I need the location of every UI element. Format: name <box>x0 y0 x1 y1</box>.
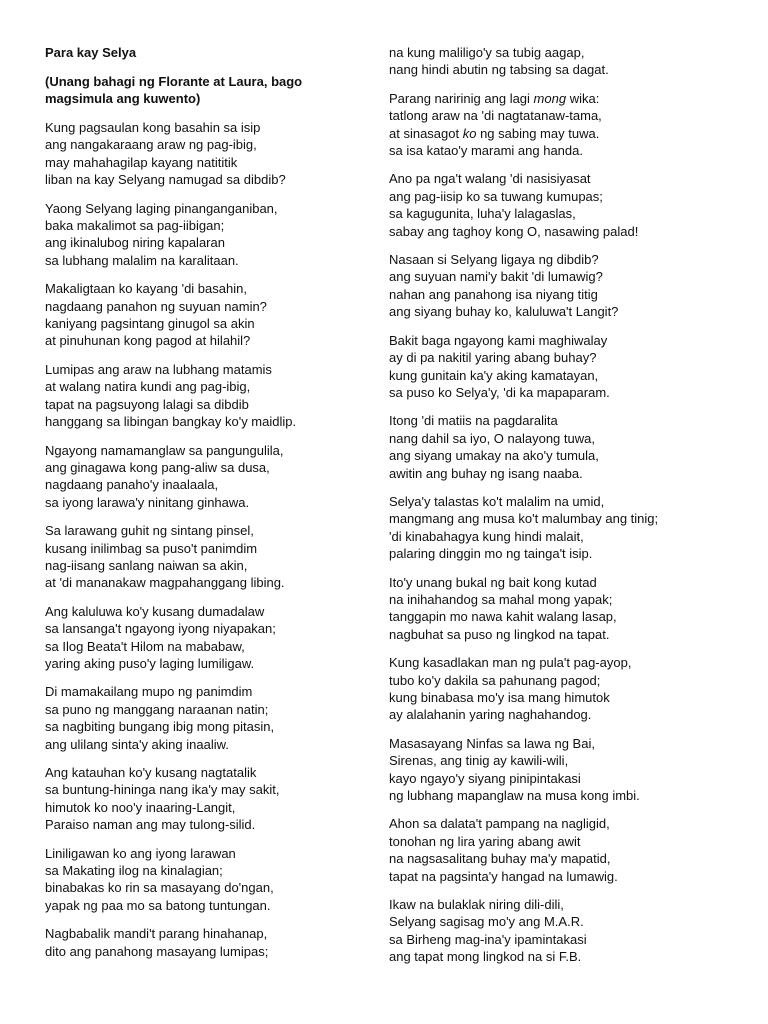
poem-line: ay di pa nakitil yaring abang buhay? <box>389 350 597 366</box>
poem-line: tapat na pagsinta'y hangad na lumawig. <box>389 868 618 884</box>
poem-line: tanggapin mo nawa kahit walang lasap, <box>389 609 617 625</box>
poem-subtitle: (Unang bahagi ng Florante at Laura, bago magsimula ang kuwento) <box>45 74 303 106</box>
poem-line: binabakas ko rin sa masayang do'ngan, <box>45 880 274 896</box>
poem-line: kayo ngayo'y siyang pinipintakasi <box>389 770 581 786</box>
poem-line: awitin ang buhay ng isang naaba. <box>389 465 583 481</box>
poem-line: Ang katauhan ko'y kusang nagtatalik <box>45 765 257 780</box>
poem-line: kusang inilimbag sa puso't panimdim <box>45 540 258 556</box>
poem-line: kaniyang pagsintang ginugol sa akin <box>45 316 255 332</box>
poem-line: Kung pagsaulan kong basahin sa isip <box>45 120 261 135</box>
stanza <box>45 119 385 189</box>
poem-line: kung gunitain ka'y aking kamatayan, <box>389 367 599 383</box>
poem-line: mangmang ang musa ko't malumbay ang tinig; <box>389 511 659 527</box>
poem-line: Makaligtaan ko kayang 'di basahin, <box>45 281 247 297</box>
poem-line: tatlong araw na 'di nagtatanaw-tama, <box>389 108 602 124</box>
poem-line: Selyang sagisag mo'y ang M.A.R. <box>389 914 584 930</box>
poem-line: Bakit baga ngayong kami maghiwalay <box>389 332 608 348</box>
poem-line: ay alalahanin yaring naghahandog. <box>389 707 592 723</box>
poem-line: ang ulilang sinta'y aking inaaliw. <box>45 736 229 752</box>
poem-line: Ahon sa dalata't pampang na nagligid, <box>389 816 610 832</box>
poem-line: ang ginagawa kong pang-aliw sa dusa, <box>45 459 270 475</box>
right-stanza-list <box>389 44 729 966</box>
poem-line: Itong 'di matiis na pagdaralita <box>389 413 558 429</box>
poem-line: 'di kinabahagya kung hindi malait, <box>389 528 584 544</box>
poem-line: nag-iisang sanlang naiwan sa akin, <box>45 557 248 573</box>
left-stanza-list <box>45 119 385 960</box>
stanza <box>45 603 385 673</box>
stanza <box>389 332 729 402</box>
poem-line: ang suyuan nami'y bakit 'di lumawig? <box>389 269 603 285</box>
stanza <box>45 280 385 350</box>
poem-line: tubo ko'y dakila sa pahunang pagod; <box>389 672 601 688</box>
poem-line: ang nangakaraang araw ng pag-ibig, <box>45 137 257 153</box>
poem-line: Ang kaluluwa ko'y kusang dumadalaw <box>45 603 265 619</box>
stanza <box>389 251 729 321</box>
poem-line: nagbuhat sa puso ng lingkod na tapat. <box>389 626 610 642</box>
poem-line: yapak ng paa mo sa batong tuntungan. <box>45 897 271 913</box>
stanza <box>45 361 385 431</box>
poem-line: nang dahil sa iyo, O nalayong tuwa, <box>389 430 595 446</box>
poem-line: ang ikinalubog niring kapalaran <box>45 235 225 251</box>
stanza <box>389 412 729 482</box>
poem-line: nagdaang panahon ng suyuan namin? <box>45 298 267 314</box>
stanza <box>45 442 385 512</box>
stanza <box>45 522 385 592</box>
poem-line: ng lubhang mapanglaw na musa kong imbi. <box>389 788 640 804</box>
poem-line: palaring dinggin mo ng tainga't isip. <box>389 546 593 562</box>
stanza <box>389 654 729 724</box>
poem-line: sa puso ko Selya'y, 'di ka mapaparam. <box>389 384 610 400</box>
poem-line: kung binabasa mo'y isa mang himutok <box>389 690 610 705</box>
poem-line: ang pag-iisip ko sa tuwang kumupas; <box>389 188 603 204</box>
poem-line: Ikaw na bulaklak niring dili-dili, <box>389 897 564 913</box>
poem-line: tonohan ng lira yaring abang awit <box>389 833 581 849</box>
poem-line: baka makalimot sa pag-iibigan; <box>45 218 225 234</box>
poem-line: Ngayong namamanglaw sa pangungulila, <box>45 442 284 458</box>
poem-line: at 'di mananakaw magpahanggang libing. <box>45 575 285 591</box>
poem-line: na nagsasalitang buhay ma'y mapatid, <box>389 851 611 867</box>
poem-line: sa Birheng mag-ina'y ipamintakasi <box>389 931 587 947</box>
poem-line: at pinuhunan kong pagod at hilahil? <box>45 333 251 349</box>
poem-line: may mahahagilap kayang natititik <box>45 154 238 170</box>
poem-line: nagdaang panaho'y inaalaala, <box>45 477 219 493</box>
poem-title: Para kay Selya <box>45 45 137 60</box>
poem-line: sa iyong larawa'y ninitang ginhawa. <box>45 494 250 510</box>
poem-line: ang siyang buhay ko, kaluluwa't Langit? <box>389 304 619 320</box>
poem-line: liban na kay Selyang namugad sa dibdib? <box>45 172 286 188</box>
poem-line: Masasayang Ninfas sa lawa ng Bai, <box>389 735 595 751</box>
stanza <box>389 170 729 240</box>
stanza <box>389 815 729 885</box>
poem-line: nang hindi abutin ng tabsing sa dagat. <box>389 62 609 78</box>
poem-line: ang tapat mong lingkod na si F.B. <box>389 949 582 965</box>
stanza <box>45 845 385 915</box>
poem-line: Parang naririnig ang lagi mong wika: <box>389 90 600 106</box>
stanza <box>389 90 729 160</box>
poem-line: sabay ang taghoy kong O, nasawing palad! <box>389 223 639 239</box>
poem-line: Nasaan si Selyang ligaya ng dibdib? <box>389 252 599 268</box>
poem-line: na inihahandog sa mahal mong yapak; <box>389 591 613 607</box>
poem-line: Nagbabalik mandi't parang hinahanap, <box>45 926 268 942</box>
stanza <box>45 683 385 753</box>
poem-line: yaring aking puso'y laging lumiligaw. <box>45 655 255 671</box>
poem-line: sa Makating ilog na kinalagian; <box>45 863 223 879</box>
poem-line: Di mamakailang mupo ng panimdim <box>45 684 253 700</box>
poem-line: na kung maliligo'y sa tubig aagap, <box>389 45 585 60</box>
poem-line: Selya'y talastas ko't malalim na umid, <box>389 493 605 509</box>
poem-line: nahan ang panahong isa niyang titig <box>389 286 598 302</box>
poem-line: at walang natira kundi ang pag-ibig, <box>45 379 251 395</box>
poem-line: Ito'y unang bukal ng bait kong kutad <box>389 574 597 590</box>
poem-line: Sirenas, ang tinig ay kawili-wili, <box>389 753 569 769</box>
stanza <box>389 735 729 805</box>
stanza <box>389 44 729 79</box>
poem-line: hanggang sa libingan bangkay ko'y maidlip. <box>45 414 297 430</box>
poem-line: Ano pa nga't walang 'di nasisiyasat <box>389 171 591 187</box>
right-column <box>389 44 729 977</box>
poem-line: dito ang panahong masayang lumipas; <box>45 943 269 959</box>
poem-line: Lumipas ang araw na lubhang matamis <box>45 361 272 377</box>
stanza <box>389 896 729 966</box>
poem-line: himutok ko noo'y inaaring-Langit, <box>45 799 236 815</box>
stanza <box>389 493 729 563</box>
poem-line: Paraiso naman ang may tulong-silid. <box>45 817 256 833</box>
poem-line: Yaong Selyang laging pinanganganiban, <box>45 200 278 216</box>
poem-line: sa lubhang malalim na karalitaan. <box>45 252 239 268</box>
poem-line: sa isa katao'y marami ang handa. <box>389 143 583 159</box>
stanza <box>389 574 729 644</box>
stanza <box>45 925 385 960</box>
poem-line: sa buntung-hininga nang ika'y may sakit, <box>45 782 280 798</box>
stanza <box>45 764 385 834</box>
poem-line: tapat na pagsuyong lalagi sa dibdib <box>45 396 249 412</box>
poem-line: sa kagugunita, luha'y lalagaslas, <box>389 206 576 222</box>
stanza <box>45 200 385 270</box>
poem-line: sa puno ng manggang naraanan natin; <box>45 701 269 717</box>
poem-line: sa nagbiting bungang ibig mong pitasin, <box>45 719 275 735</box>
poem-line: ang siyang umakay na ako'y tumula, <box>389 448 599 464</box>
left-column <box>45 44 385 971</box>
poem-line: Sa larawang guhit ng sintang pinsel, <box>45 523 254 539</box>
poem-line: Kung kasadlakan man ng pula't pag-ayop, <box>389 655 632 671</box>
poem-line: sa Ilog Beata't Hilom na mababaw, <box>45 638 245 654</box>
poem-line: at sinasagot ko ng sabing may tuwa. <box>389 125 600 141</box>
poem-line: Liniligawan ko ang iyong larawan <box>45 845 236 861</box>
poem-line: sa lansanga't ngayong iyong niyapakan; <box>45 621 276 637</box>
